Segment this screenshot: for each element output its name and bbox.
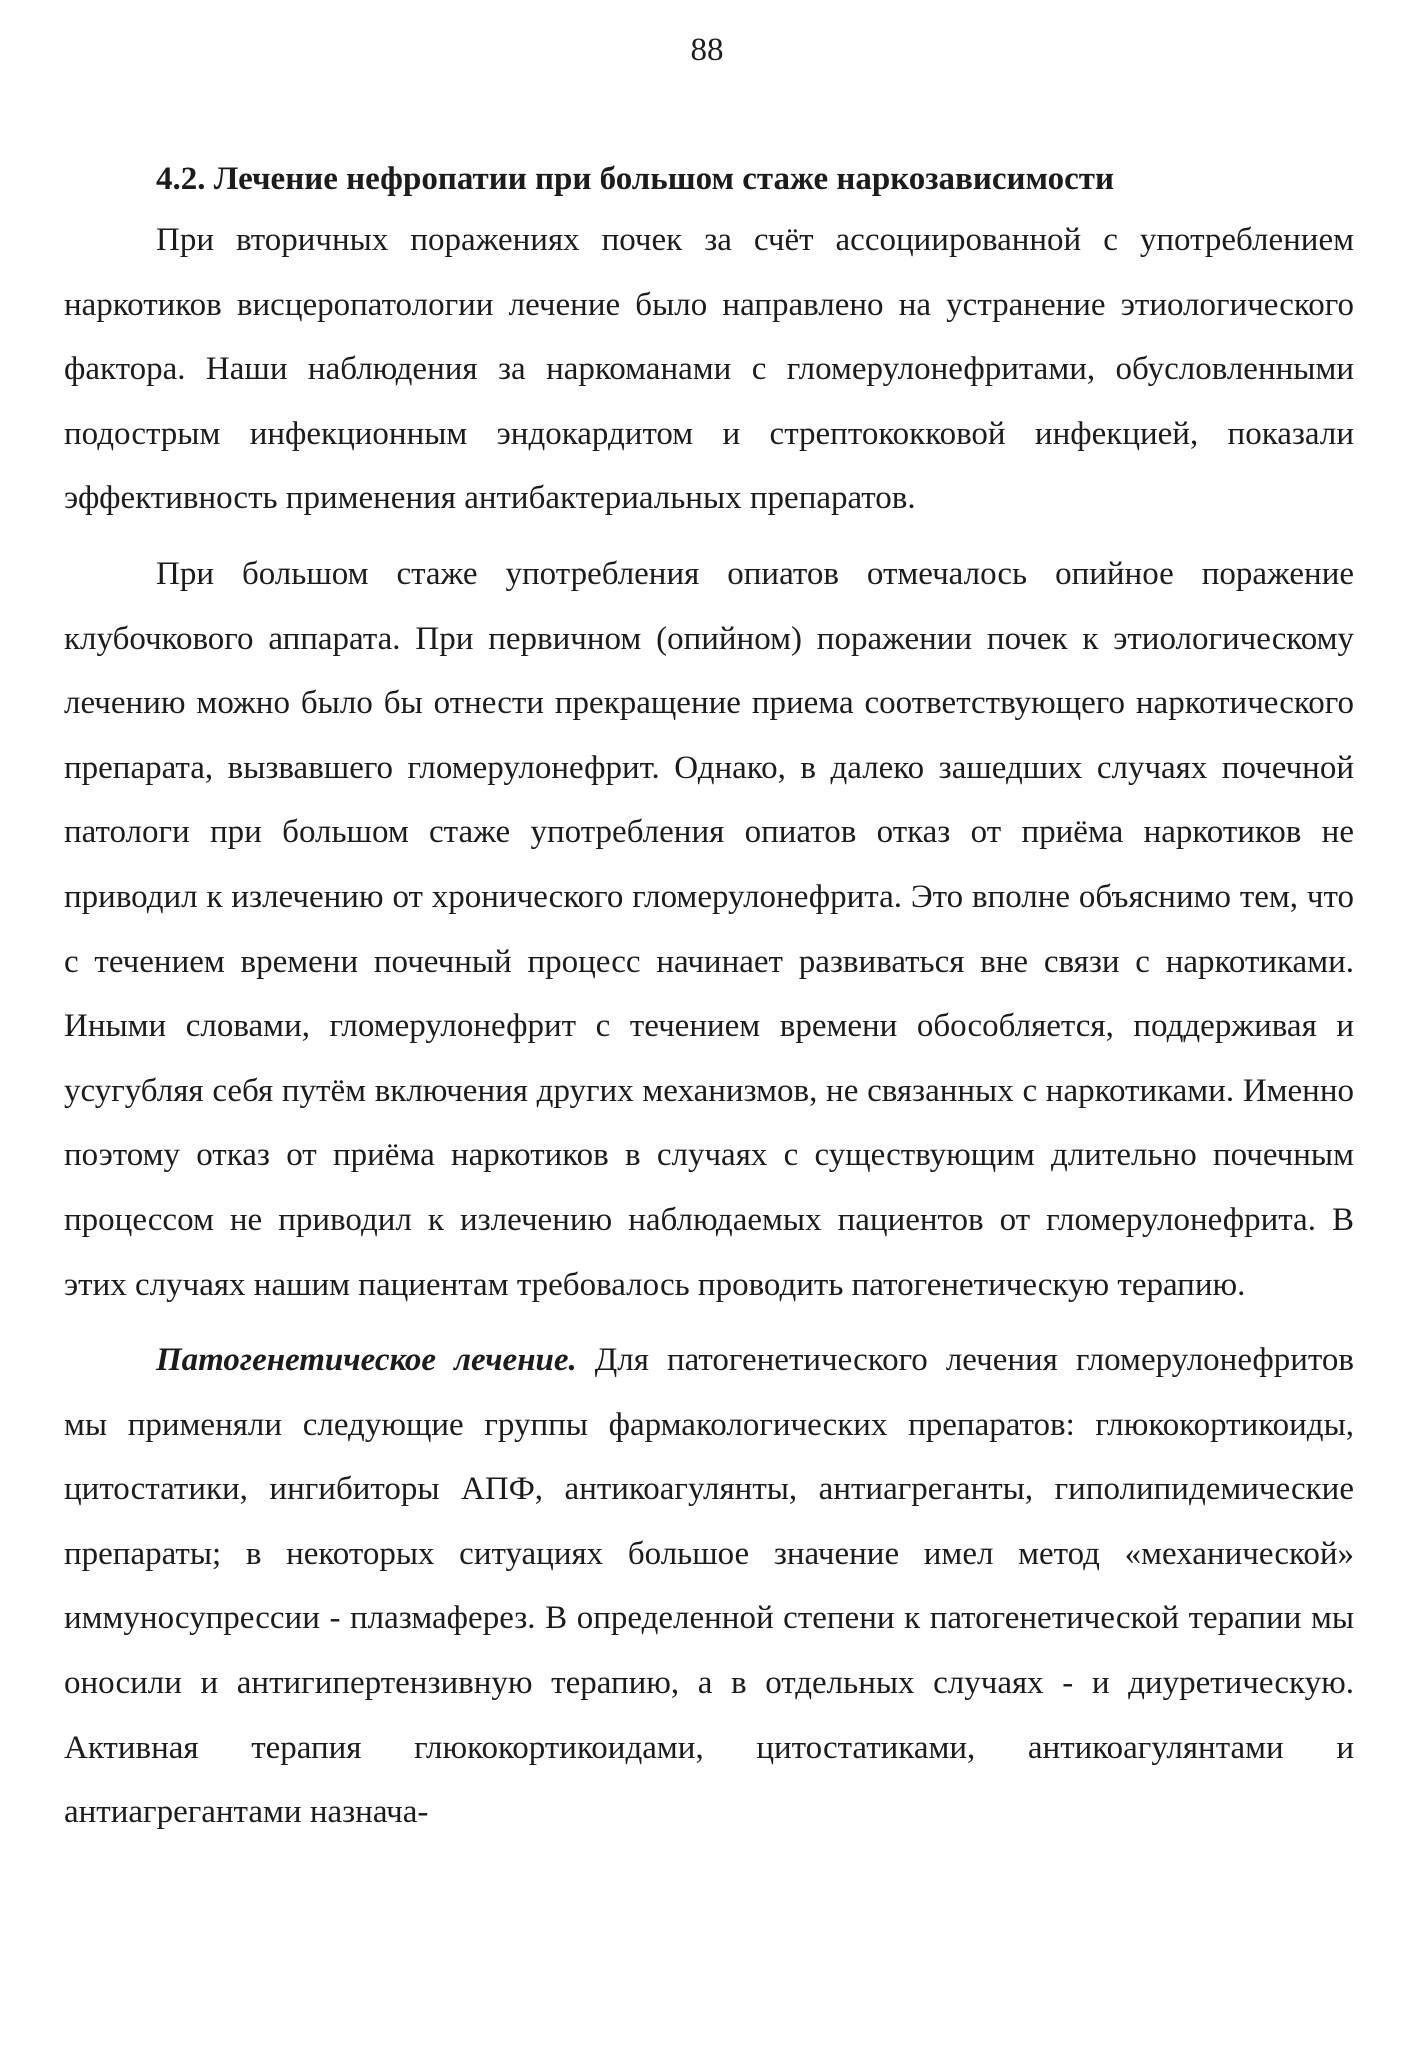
section-heading: 4.2. Лечение нефропатии при большом стаже наркозависимости	[156, 161, 1114, 197]
run-in-heading: Патогенетическое лечение.	[156, 1342, 577, 1379]
paragraph-secondary-lesions: При вторичных поражениях почек за счёт ассоциированной с употреблением наркотиков висцеропатологии лечение было направлено на устранение этиологического фактора. Наши наблюдения за наркоманами с гломерулонефритами, обусловленными подострым инфекционным эндокардитом и стрептококковой инфекцией, показали эффективность применения антибактериальных препаратов.	[64, 222, 1354, 517]
page-body	[64, 150, 1354, 1845]
paragraph-opiate-nephropathy: При большом стаже употребления опиатов отмечалось опийное поражение клубочкового аппарата. При первичном (опийном) поражении почек к этиологическому лечению можно было бы отнести прекращение приема соответствующего наркотического препарата, вызвавшего гломерулонефрит. Однако, в далеко зашедших случаях почечной патологи при большом стаже употребления опиатов отказ от приёма наркотиков не приводил к излечению от хронического гломерулонефрита. Это вполне объяснимо тем, что с течением времени почечный процесс начинает развиваться вне связи с наркотиками. Иными словами, гломерулонефрит с течением времени обособляется, поддерживая и усугубляя себя путём включения других механизмов, не связанных с наркотиками. Именно поэтому отказ от приёма наркотиков в случаях с существующим длительно почечным процессом не приводил к излечению наблюдаемых пациентов от гломерулонефрита. В этих случаях нашим пациентам требовалось проводить патогенетическую терапию.	[64, 555, 1354, 1303]
paragraph-pathogenetic-treatment	[64, 1328, 1354, 1845]
paragraph-text: Для патогенетического лечения гломерулонефритов мы применяли следующие группы фармакологических препаратов: глюкокортикоиды, цитостатики, ингибиторы АПФ, антикоагулянты, антиагреганты, гиполипидемические препараты; в некоторых ситуациях большое значение имел метод «механической» иммуносупрессии - плазмаферез. В определенной степени к патогенетической терапии мы оносили и антигипертензивную терапию, а в отдельных случаях - и диуретическую. Активная терапия глюкокортикоидами, цитостатиками, антикоагулянтами и антиагрегантами назнача-	[64, 1342, 1354, 1831]
page-number: 88	[690, 32, 724, 68]
